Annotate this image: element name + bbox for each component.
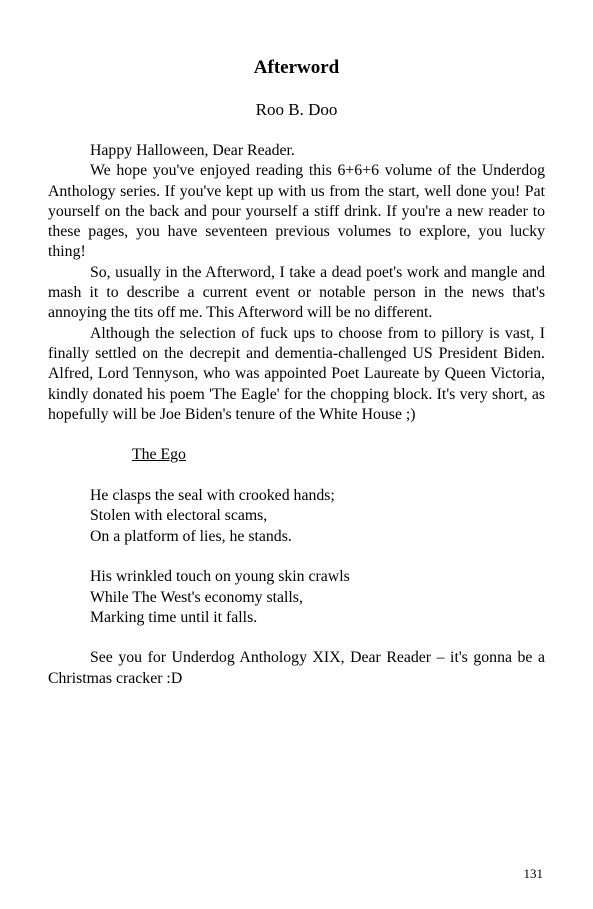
paragraph-tradition: So, usually in the Afterword, I take a dead poet's work and mangle and mash it to describe a current event or notable person in the news that's annoying the tits off me. This Afterword will be no different. <box>48 263 545 322</box>
paragraph-greeting: Happy Halloween, Dear Reader. <box>90 142 295 159</box>
afterword-body <box>48 141 545 689</box>
paragraph-selection: Although the selection of fuck ups to choose from to pillory is vast, I finally settled on the decrepit and dementia-challenged US President Biden. Alfred, Lord Tennyson, who was appointed Poet Laureate by Queen Victoria, kindly donated his poem 'The Eagle' for the chopping block. It's very short, as hopefully will be Joe Biden's tenure of the White House ;) <box>48 324 545 423</box>
chapter-title: Afterword <box>253 57 340 78</box>
poem-line: While The West's economy stalls, <box>90 588 303 606</box>
poem-line: He clasps the seal with crooked hands; <box>90 487 335 505</box>
poem-title: The Ego <box>132 446 186 464</box>
poem-stanza-2 <box>48 567 545 628</box>
poem-line: His wrinkled touch on young skin crawls <box>90 568 350 586</box>
paragraph-closing: See you for Underdog Anthology XIX, Dear Reader – it's gonna be a Christmas cracker :D <box>48 649 545 687</box>
author-name: Roo B. Doo <box>255 100 338 119</box>
poem-line: Stolen with electoral scams, <box>90 507 268 525</box>
paragraph-intro: We hope you've enjoyed reading this 6+6+6 volume of the Underdog Anthology series. If you've kept up with us from the start, well done you! Pat yourself on the back and pour yourself a stiff drink. If you're a new reader to these pages, you have seventeen previous volumes to explore, you lucky thing! <box>48 162 545 261</box>
page-number: 131 <box>523 866 543 881</box>
poem-line: On a platform of lies, he stands. <box>90 527 292 545</box>
poem-stanza-1 <box>48 486 545 547</box>
poem-line: Marking time until it falls. <box>90 608 258 626</box>
